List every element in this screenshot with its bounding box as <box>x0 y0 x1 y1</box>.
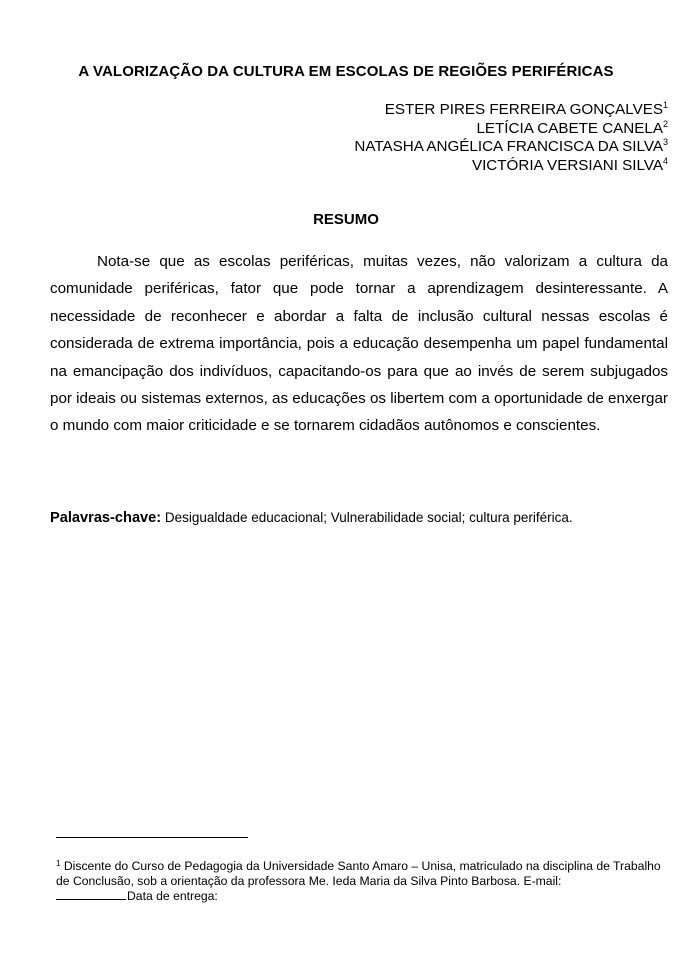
keywords-text: Desigualdade educacional; Vulnerabilidade social; cultura periférica. <box>161 510 573 525</box>
abstract-heading: RESUMO <box>313 211 379 228</box>
paper-title: A VALORIZAÇÃO DA CULTURA EM ESCOLAS DE REGIÕES PERIFÉRICAS <box>78 63 614 80</box>
author-footnote-marker: 4 <box>662 155 668 166</box>
author-name: ESTER PIRES FERREIRA GONÇALVES <box>384 101 663 118</box>
author-3 <box>354 138 668 157</box>
author-1 <box>354 101 668 120</box>
footnote-separator <box>56 837 248 838</box>
author-footnote-marker: 3 <box>662 137 668 148</box>
author-name: LETÍCIA CABETE CANELA <box>476 119 663 137</box>
author-name: VICTÓRIA VERSIANI SILVA <box>471 156 663 174</box>
footnote-text: Discente do Curso de Pedagogia da Universidade Santo Amaro – Unisa, matriculado na disciplina de Trabalho de Conclusão, sob a orientação da professora Me. Ieda Maria da Silva Pinto Barbosa. E-mail: <box>56 859 661 888</box>
author-2 <box>354 120 668 139</box>
footnote-marker: 1 <box>56 859 61 868</box>
email-blank-line <box>56 888 126 900</box>
author-footnote-marker: 2 <box>662 118 668 129</box>
keywords-label: Palavras-chave: <box>50 510 162 526</box>
footnote-1 <box>56 859 666 904</box>
author-name: NATASHA ANGÉLICA FRANCISCA DA SILVA <box>354 138 663 156</box>
author-footnote-marker: 1 <box>662 100 668 110</box>
author-4 <box>354 157 668 176</box>
abstract-text: Nota-se que as escolas periféricas, muitas vezes, não valorizam a cultura da comunidade periféricas, fator que pode tornar a aprendizagem desinteressante. A necessidade de reconhecer e abordar a falta de inclusão cultural nessas escolas é considerada de extrema importância, pois a educação desempenha um papel fundamental na emancipação dos indivíduos, capacitando-os para que ao invés de serem subjugados por ideais ou sistemas externos, as educações os libertem com a oportunidade de enxergar o mundo com maior criticidade e se tornarem cidadãos autônomos e conscientes. <box>50 253 668 435</box>
keywords <box>50 508 670 528</box>
author-list <box>354 101 668 175</box>
delivery-date-label: Data de entrega: <box>127 889 218 904</box>
